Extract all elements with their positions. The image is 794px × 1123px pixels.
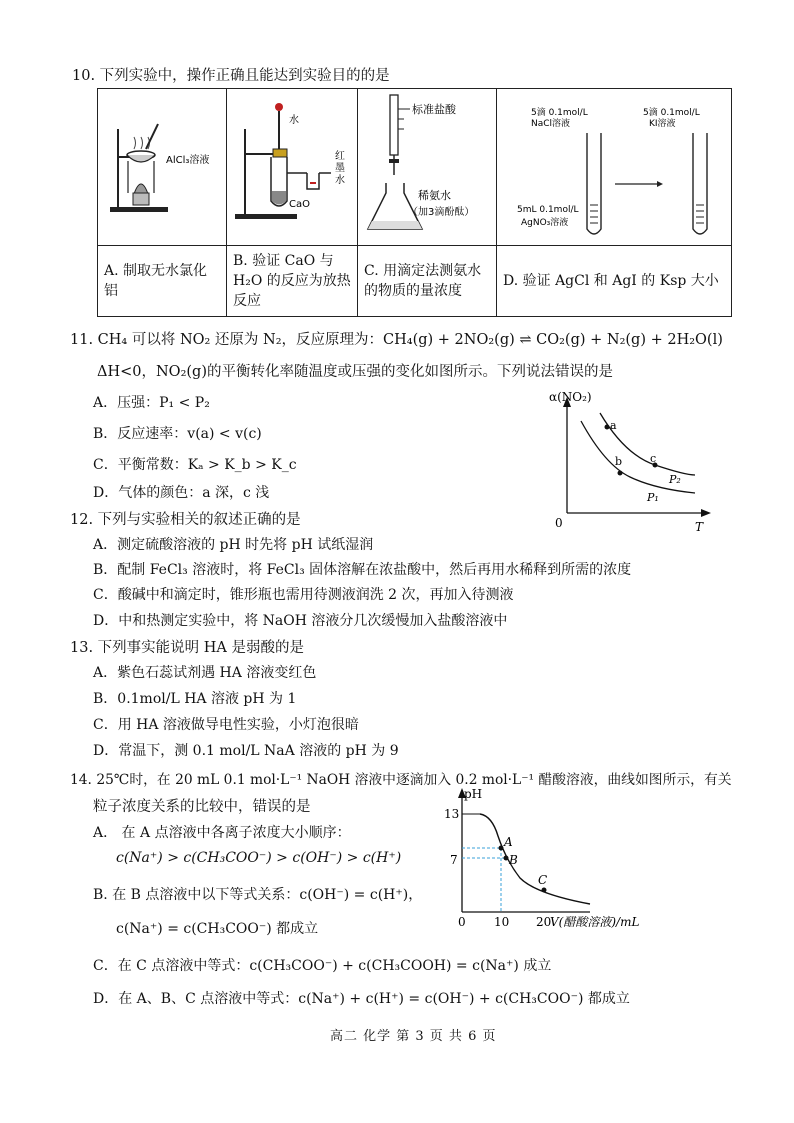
label-nacl-1: 5滴 0.1mol/L [531,108,588,118]
q11-option-c: C．平衡常数：Kₐ > K_b > K_c [93,457,297,473]
tick-13: 13 [444,807,460,821]
label-alcl3: AlCl₃溶液 [166,155,210,166]
test-tube-rack-icon [227,89,357,241]
q14-option-b-2: c(Na⁺) = c(CH₃COO⁻) 都成立 [116,921,319,937]
q14-option-a-1: A． 在 A 点溶液中各离子浓度大小顺序： [93,825,351,841]
q10-experiment-table [97,88,732,317]
q10-stem: 10. 下列实验中，操作正确且能达到实验目的的是 [72,68,390,84]
titration-apparatus-icon [358,89,496,241]
q11-option-d: D．气体的颜色：a 深，c 浅 [93,485,270,501]
q14-stem-1: 14. 25℃时，在 20 mL 0.1 mol·L⁻¹ NaOH 溶液中逐滴加入 0.2 mol·L⁻¹ 醋酸溶液，曲线如图所示，有关 [70,772,732,788]
q11-option-b: B．反应速率：v(a) < v(c) [93,426,262,442]
label-phenolphthalein: （加3滴酚酞） [408,207,475,218]
q11-stem-1: 11. CH₄ 可以将 NO₂ 还原为 N₂，反应原理为：CH₄(g) + 2NO₂(g) ⇌ CO₂(g) + N₂(g) + 2H₂O(l) [70,332,723,348]
label-agno3-2: AgNO₃溶液 [521,218,569,228]
label-p1: P₁ [647,491,659,504]
tick-x0: 0 [458,915,466,929]
q14-stem-2: 粒子浓度关系的比较中，错误的是 [93,799,311,815]
label-water: 水 [289,115,299,126]
point-C [542,888,547,893]
label-cao: CaO [289,199,310,210]
label-nacl-2: NaCl溶液 [531,119,571,129]
q14-option-d: D．在 A、B、C 点溶液中等式：c(Na⁺) + c(H⁺) = c(OH⁻) + c(CH₃COO⁻) 都成立 [93,991,630,1007]
page-footer: 高二 化学 第 3 页 共 6 页 [330,1029,497,1044]
q10-caption-d: D. 验证 AgCl 和 AgI 的 Ksp 大小 [497,246,732,317]
label-a: a [610,419,617,432]
q12-option-a: A．测定硫酸溶液的 pH 时先将 pH 试纸湿润 [93,537,374,553]
q14-titration-graph [440,786,660,934]
q12-stem: 12. 下列与实验相关的叙述正确的是 [70,512,301,528]
label-red-1: 红 [335,151,345,162]
label-red-3: 水 [335,175,345,186]
ph-curve [480,814,590,904]
point-a [605,425,610,430]
graph-ylabel-ph: pH [464,787,483,801]
point-b [618,471,623,476]
q14-option-c: C．在 C 点溶液中等式：c(CH₃COO⁻) + c(CH₃COOH) = c(Na⁺) 成立 [93,958,552,974]
q13-stem: 13. 下列事实能说明 HA 是弱酸的是 [70,640,305,656]
label-agno3-1: 5mL 0.1mol/L [517,205,579,215]
q10-pic-c [358,89,497,246]
graph-xlabel: T [695,520,704,534]
label-ki-2: KI溶液 [649,119,676,129]
q10-caption-a: A. 制取无水氯化铝 [98,246,227,317]
graph-xlabel-v: V(醋酸溶液)/mL [550,915,640,929]
q13-option-b: B．0.1mol/L HA 溶液 pH 为 1 [93,691,297,707]
tick-x20: 20 [536,915,552,929]
q14-option-a-2: c(Na⁺) > c(CH₃COO⁻) > c(OH⁻) > c(H⁺) [116,850,402,866]
q10-pic-b [227,89,358,246]
graph-origin: 0 [555,516,563,530]
tick-x10: 10 [494,915,510,929]
label-ki-1: 5滴 0.1mol/L [643,108,700,118]
label-c: c [650,452,657,465]
label-B: B [509,853,518,867]
q10-caption-c: C. 用滴定法测氨水的物质的量浓度 [358,246,497,317]
point-B [504,856,509,861]
label-std-hcl: 标准盐酸 [412,103,456,116]
q13-option-c: C．用 HA 溶液做导电性实验，小灯泡很暗 [93,717,359,733]
label-b: b [615,455,623,468]
evaporation-apparatus-icon [98,89,226,241]
q13-option-a: A．紫色石蕊试剂遇 HA 溶液变红色 [93,665,317,681]
q11-option-a: A．压强：P₁ < P₂ [93,395,210,411]
q10-caption-b: B. 验证 CaO 与 H₂O 的反应为放热反应 [227,246,358,317]
tick-7: 7 [450,853,458,867]
graph-ylabel: α(NO₂) [549,390,592,404]
precipitation-tubes-icon [497,89,731,241]
label-C: C [538,873,548,887]
label-red-2: 墨 [335,163,345,174]
q14-option-b-1: B. 在 B 点溶液中以下等式关系：c(OH⁻) = c(H⁺)， [93,887,423,903]
q10-pic-d [497,89,732,246]
label-p2: P₂ [669,473,681,486]
q11-conversion-graph [545,385,725,535]
label-ammonia: 稀氨水 [418,189,451,202]
q11-stem-2: ΔH<0，NO₂(g)的平衡转化率随温度或压强的变化如图所示。下列说法错误的是 [97,364,613,380]
q13-option-d: D．常温下，测 0.1 mol/L NaA 溶液的 pH 为 9 [93,743,399,759]
q12-option-d: D．中和热测定实验中，将 NaOH 溶液分几次缓慢加入盐酸溶液中 [93,613,508,629]
q12-option-b: B．配制 FeCl₃ 溶液时，将 FeCl₃ 固体溶解在浓盐酸中，然后再用水稀释到所需的浓度 [93,562,632,578]
q12-option-c: C．酸碱中和滴定时，锥形瓶也需用待测液润洗 2 次，再加入待测液 [93,587,514,603]
point-A [499,846,504,851]
q10-pic-a [98,89,227,246]
label-A: A [504,835,513,849]
